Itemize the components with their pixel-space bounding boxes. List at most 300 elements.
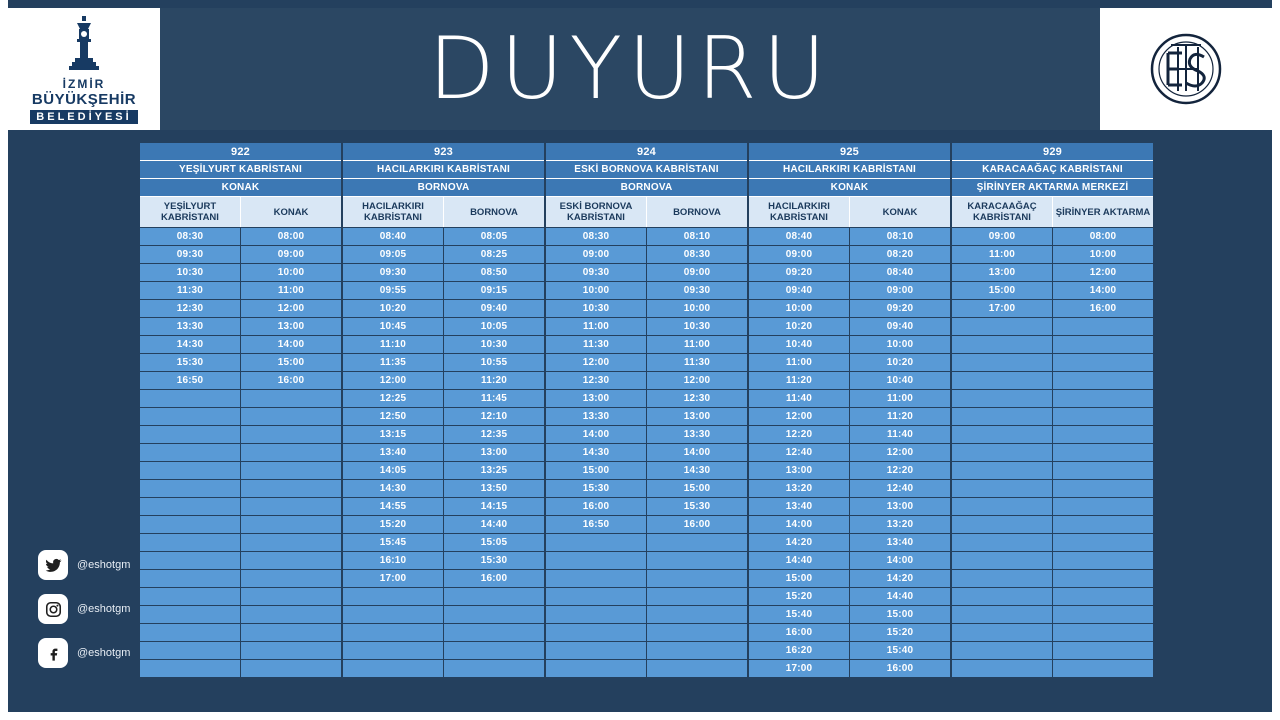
- departure-time-empty: [952, 624, 1052, 641]
- departure-time-empty: [1053, 390, 1153, 407]
- column-header-row: [952, 197, 1153, 227]
- departure-time: 09:40: [444, 300, 544, 317]
- departure-time-empty: [952, 426, 1052, 443]
- departure-time: 12:40: [850, 480, 950, 497]
- departure-column: [952, 228, 1052, 677]
- departure-time: 10:55: [444, 354, 544, 371]
- departure-time: 11:35: [343, 354, 443, 371]
- departure-time: 11:30: [647, 354, 747, 371]
- departure-time: 14:30: [140, 336, 240, 353]
- column-header: BORNOVA: [444, 197, 544, 227]
- departure-time-empty: [1053, 570, 1153, 587]
- departure-time: 15:20: [343, 516, 443, 533]
- departure-time-empty: [444, 660, 544, 677]
- departure-time-empty: [647, 624, 747, 641]
- departure-time-empty: [1053, 498, 1153, 515]
- departure-time: 16:10: [343, 552, 443, 569]
- departure-time: 12:50: [343, 408, 443, 425]
- timetable-route-925: [749, 143, 950, 677]
- departure-time: 13:25: [444, 462, 544, 479]
- departure-grid: [546, 228, 747, 677]
- departure-time-empty: [546, 660, 646, 677]
- departure-time-empty: [952, 498, 1052, 515]
- route-number: 923: [343, 143, 544, 161]
- departure-time: 10:40: [850, 372, 950, 389]
- departure-time: 11:20: [850, 408, 950, 425]
- departure-time-empty: [343, 660, 443, 677]
- departure-time: 12:25: [343, 390, 443, 407]
- departure-time-empty: [241, 606, 341, 623]
- route-direction-origin: KARACAAĞAÇ KABRİSTANI: [952, 161, 1153, 179]
- departure-time-empty: [952, 552, 1052, 569]
- departure-time: 10:00: [1053, 246, 1153, 263]
- departure-time: 10:30: [647, 318, 747, 335]
- route-direction-origin: ESKİ BORNOVA KABRİSTANI: [546, 161, 747, 179]
- column-header: ESKİ BORNOVA KABRİSTANI: [546, 197, 646, 227]
- departure-time-empty: [140, 660, 240, 677]
- departure-time: 08:20: [850, 246, 950, 263]
- departure-time-empty: [444, 642, 544, 659]
- departure-time: 09:40: [749, 282, 849, 299]
- municipality-line3: BELEDİYESİ: [30, 110, 137, 124]
- departure-time-empty: [241, 426, 341, 443]
- column-header: HACILARKIRI KABRİSTANI: [749, 197, 849, 227]
- column-header: KONAK: [241, 197, 341, 227]
- departure-time: 10:30: [546, 300, 646, 317]
- municipality-logo: [8, 8, 160, 130]
- eshot-monogram-logo-icon: [1138, 21, 1234, 117]
- departure-time-empty: [952, 480, 1052, 497]
- departure-time: 11:20: [749, 372, 849, 389]
- departure-time: 12:00: [1053, 264, 1153, 281]
- departure-time-empty: [1053, 462, 1153, 479]
- departure-time-empty: [546, 642, 646, 659]
- departure-time: 15:00: [850, 606, 950, 623]
- page-title: DUYURU: [428, 19, 832, 119]
- departure-time: 13:30: [140, 318, 240, 335]
- departure-time-empty: [140, 498, 240, 515]
- departure-time: 12:00: [241, 300, 341, 317]
- departure-time: 09:00: [647, 264, 747, 281]
- departure-time-empty: [952, 336, 1052, 353]
- departure-time-empty: [647, 606, 747, 623]
- departure-time-empty: [241, 390, 341, 407]
- departure-time-empty: [140, 426, 240, 443]
- departure-time: 09:55: [343, 282, 443, 299]
- departure-time: 15:40: [850, 642, 950, 659]
- facebook-icon: [38, 638, 68, 668]
- departure-time-empty: [241, 534, 341, 551]
- departure-time: 15:20: [749, 588, 849, 605]
- departure-time-empty: [1053, 480, 1153, 497]
- departure-time: 08:10: [647, 228, 747, 245]
- column-header: ŞİRİNYER AKTARMA: [1053, 197, 1153, 227]
- departure-time-empty: [140, 588, 240, 605]
- departure-time-empty: [647, 534, 747, 551]
- departure-time-empty: [1053, 660, 1153, 677]
- departure-time-empty: [444, 624, 544, 641]
- departure-time-empty: [1053, 354, 1153, 371]
- departure-time: 08:10: [850, 228, 950, 245]
- departure-time: 10:45: [343, 318, 443, 335]
- column-header-row: [749, 197, 950, 227]
- departure-time: 08:30: [647, 246, 747, 263]
- departure-time: 12:30: [546, 372, 646, 389]
- departure-time: 15:30: [140, 354, 240, 371]
- departure-time: 13:40: [749, 498, 849, 515]
- departure-time: 08:40: [343, 228, 443, 245]
- departure-time-empty: [952, 408, 1052, 425]
- clock-tower-icon: [64, 15, 104, 76]
- departure-time: 12:00: [343, 372, 443, 389]
- departure-time: 17:00: [952, 300, 1052, 317]
- departure-column: [546, 228, 646, 677]
- departure-time-empty: [241, 408, 341, 425]
- departure-time: 12:10: [444, 408, 544, 425]
- departure-grid: [952, 228, 1153, 677]
- timetable-group: [140, 143, 1153, 677]
- departure-time: 12:00: [850, 444, 950, 461]
- timetable-route-924: [546, 143, 747, 677]
- departure-time: 11:10: [343, 336, 443, 353]
- departure-time-empty: [952, 372, 1052, 389]
- departure-time: 09:30: [647, 282, 747, 299]
- departure-time: 11:40: [749, 390, 849, 407]
- departure-time-empty: [343, 642, 443, 659]
- departure-time-empty: [546, 552, 646, 569]
- departure-time-empty: [140, 642, 240, 659]
- departure-time: 11:00: [647, 336, 747, 353]
- departure-time: 14:20: [850, 570, 950, 587]
- departure-time: 10:05: [444, 318, 544, 335]
- departure-time-empty: [1053, 372, 1153, 389]
- departure-time: 13:15: [343, 426, 443, 443]
- departure-time: 09:00: [850, 282, 950, 299]
- departure-time: 13:00: [241, 318, 341, 335]
- departure-time: 08:30: [140, 228, 240, 245]
- departure-time: 15:40: [749, 606, 849, 623]
- departure-time-empty: [444, 588, 544, 605]
- departure-time-empty: [241, 480, 341, 497]
- departure-time: 16:00: [1053, 300, 1153, 317]
- departure-time: 15:00: [241, 354, 341, 371]
- departure-time-empty: [140, 444, 240, 461]
- route-direction-destination: ŞİRİNYER AKTARMA MERKEZİ: [952, 179, 1153, 197]
- departure-column: [343, 228, 443, 677]
- departure-time-empty: [241, 570, 341, 587]
- departure-time: 14:05: [343, 462, 443, 479]
- departure-time-empty: [546, 606, 646, 623]
- departure-time: 16:00: [444, 570, 544, 587]
- departure-time: 16:20: [749, 642, 849, 659]
- departure-time-empty: [1053, 588, 1153, 605]
- departure-time: 13:50: [444, 480, 544, 497]
- page-border-left: [0, 0, 8, 720]
- departure-time: 09:20: [749, 264, 849, 281]
- departure-time: 16:00: [647, 516, 747, 533]
- departure-time: 11:00: [749, 354, 849, 371]
- departure-time: 16:50: [546, 516, 646, 533]
- departure-grid: [140, 228, 341, 677]
- departure-time: 14:30: [546, 444, 646, 461]
- column-header: KONAK: [850, 197, 950, 227]
- municipality-line1: İZMİR: [62, 76, 106, 91]
- route-number: 929: [952, 143, 1153, 161]
- departure-time: 11:20: [444, 372, 544, 389]
- departure-time: 08:30: [546, 228, 646, 245]
- departure-time: 15:00: [749, 570, 849, 587]
- departure-time: 12:35: [444, 426, 544, 443]
- departure-time: 09:15: [444, 282, 544, 299]
- departure-time: 11:00: [546, 318, 646, 335]
- departure-time-empty: [241, 444, 341, 461]
- departure-time-empty: [952, 570, 1052, 587]
- departure-time-empty: [952, 642, 1052, 659]
- column-header: YEŞİLYURT KABRİSTANI: [140, 197, 240, 227]
- departure-time-empty: [140, 570, 240, 587]
- departure-time: 17:00: [343, 570, 443, 587]
- departure-grid: [343, 228, 544, 677]
- departure-time: 09:40: [850, 318, 950, 335]
- departure-time: 14:00: [1053, 282, 1153, 299]
- departure-time: 15:00: [952, 282, 1052, 299]
- page-header: [8, 8, 1272, 130]
- departure-time: 10:00: [546, 282, 646, 299]
- social-item-instagram[interactable]: [38, 594, 130, 624]
- departure-time: 13:30: [647, 426, 747, 443]
- page-border-right: [1272, 0, 1280, 720]
- departure-time-empty: [647, 642, 747, 659]
- departure-column: [241, 228, 341, 677]
- departure-time: 09:30: [140, 246, 240, 263]
- departure-time-empty: [1053, 336, 1153, 353]
- departure-time: 15:30: [444, 552, 544, 569]
- departure-time: 11:45: [444, 390, 544, 407]
- departure-time-empty: [952, 660, 1052, 677]
- departure-time-empty: [1053, 426, 1153, 443]
- departure-time: 12:30: [647, 390, 747, 407]
- departure-time: 15:30: [647, 498, 747, 515]
- route-direction-origin: HACILARKIRI KABRİSTANI: [343, 161, 544, 179]
- departure-time: 16:50: [140, 372, 240, 389]
- departure-time: 12:40: [749, 444, 849, 461]
- social-item-twitter[interactable]: [38, 550, 130, 580]
- departure-time-empty: [343, 588, 443, 605]
- operator-logo: [1100, 8, 1272, 130]
- departure-time: 16:00: [546, 498, 646, 515]
- social-item-facebook[interactable]: [38, 638, 130, 668]
- departure-time-empty: [952, 390, 1052, 407]
- departure-time-empty: [1053, 624, 1153, 641]
- departure-time: 15:30: [546, 480, 646, 497]
- route-number: 925: [749, 143, 950, 161]
- departure-time-empty: [1053, 444, 1153, 461]
- departure-time: 13:00: [952, 264, 1052, 281]
- departure-time: 08:00: [1053, 228, 1153, 245]
- departure-column: [140, 228, 240, 677]
- departure-time-empty: [546, 570, 646, 587]
- departure-time: 15:00: [647, 480, 747, 497]
- route-number: 922: [140, 143, 341, 161]
- departure-time: 13:40: [343, 444, 443, 461]
- departure-time-empty: [1053, 516, 1153, 533]
- departure-time: 10:00: [850, 336, 950, 353]
- departure-time-empty: [647, 660, 747, 677]
- departure-time: 15:45: [343, 534, 443, 551]
- departure-time: 14:30: [343, 480, 443, 497]
- instagram-icon: [38, 594, 68, 624]
- departure-time-empty: [647, 588, 747, 605]
- departure-time-empty: [343, 624, 443, 641]
- departure-time: 12:20: [749, 426, 849, 443]
- departure-time: 14:00: [241, 336, 341, 353]
- departure-time-empty: [1053, 606, 1153, 623]
- departure-time-empty: [241, 588, 341, 605]
- departure-time: 17:00: [749, 660, 849, 677]
- departure-time: 12:00: [749, 408, 849, 425]
- departure-time: 14:40: [444, 516, 544, 533]
- departure-time: 09:00: [749, 246, 849, 263]
- column-header: HACILARKIRI KABRİSTANI: [343, 197, 443, 227]
- departure-time: 08:25: [444, 246, 544, 263]
- departure-time-empty: [952, 534, 1052, 551]
- departure-time: 09:05: [343, 246, 443, 263]
- departure-time: 13:20: [850, 516, 950, 533]
- departure-time-empty: [241, 552, 341, 569]
- route-direction-origin: YEŞİLYURT KABRİSTANI: [140, 161, 341, 179]
- departure-time-empty: [140, 534, 240, 551]
- departure-time: 10:00: [241, 264, 341, 281]
- departure-grid: [749, 228, 950, 677]
- departure-time-empty: [241, 642, 341, 659]
- departure-time: 10:20: [343, 300, 443, 317]
- departure-time: 12:00: [546, 354, 646, 371]
- departure-time: 13:30: [546, 408, 646, 425]
- departure-time-empty: [546, 588, 646, 605]
- departure-time: 11:00: [850, 390, 950, 407]
- departure-time-empty: [546, 534, 646, 551]
- departure-time-empty: [140, 390, 240, 407]
- departure-time-empty: [140, 516, 240, 533]
- departure-time: 14:40: [850, 588, 950, 605]
- departure-time-empty: [140, 624, 240, 641]
- timetable-route-923: [343, 143, 544, 677]
- route-direction-destination: BORNOVA: [343, 179, 544, 197]
- column-header-row: [343, 197, 544, 227]
- departure-time-empty: [952, 318, 1052, 335]
- timetable-route-922: [140, 143, 341, 677]
- departure-time-empty: [241, 462, 341, 479]
- departure-time: 11:40: [850, 426, 950, 443]
- departure-time: 11:30: [546, 336, 646, 353]
- departure-time: 13:40: [850, 534, 950, 551]
- route-direction-destination: KONAK: [140, 179, 341, 197]
- departure-time: 15:05: [444, 534, 544, 551]
- departure-column: [749, 228, 849, 677]
- departure-time: 15:00: [546, 462, 646, 479]
- departure-column: [647, 228, 747, 677]
- departure-time: 10:30: [140, 264, 240, 281]
- departure-time: 12:20: [850, 462, 950, 479]
- column-header-row: [140, 197, 341, 227]
- departure-time: 16:00: [850, 660, 950, 677]
- departure-time: 08:40: [850, 264, 950, 281]
- departure-time: 12:00: [647, 372, 747, 389]
- departure-time: 13:00: [850, 498, 950, 515]
- departure-time: 09:30: [343, 264, 443, 281]
- departure-column: [850, 228, 950, 677]
- departure-column: [1053, 228, 1153, 677]
- social-handle-facebook: @eshotgm: [77, 647, 131, 659]
- social-handle-twitter: @eshotgm: [77, 559, 131, 571]
- departure-time-empty: [140, 480, 240, 497]
- departure-time-empty: [1053, 642, 1153, 659]
- departure-time-empty: [1053, 534, 1153, 551]
- departure-time: 10:30: [444, 336, 544, 353]
- departure-time: 14:00: [749, 516, 849, 533]
- departure-time: 10:20: [749, 318, 849, 335]
- departure-time: 12:30: [140, 300, 240, 317]
- departure-time-empty: [241, 624, 341, 641]
- departure-time: 14:55: [343, 498, 443, 515]
- departure-time-empty: [952, 588, 1052, 605]
- municipality-line2: BÜYÜKŞEHİR: [31, 90, 137, 108]
- departure-time: 10:00: [749, 300, 849, 317]
- departure-time-empty: [952, 606, 1052, 623]
- departure-time-empty: [140, 408, 240, 425]
- departure-time: 14:15: [444, 498, 544, 515]
- departure-time: 10:40: [749, 336, 849, 353]
- departure-time: 16:00: [749, 624, 849, 641]
- departure-time-empty: [140, 552, 240, 569]
- departure-time: 14:00: [546, 426, 646, 443]
- departure-time-empty: [546, 624, 646, 641]
- departure-time: 09:00: [546, 246, 646, 263]
- departure-time-empty: [444, 606, 544, 623]
- departure-time-empty: [952, 444, 1052, 461]
- departure-time: 14:00: [647, 444, 747, 461]
- departure-time: 13:00: [647, 408, 747, 425]
- departure-time: 10:20: [850, 354, 950, 371]
- departure-time: 09:00: [952, 228, 1052, 245]
- departure-time: 13:20: [749, 480, 849, 497]
- route-direction-destination: BORNOVA: [546, 179, 747, 197]
- route-number: 924: [546, 143, 747, 161]
- social-links: [38, 550, 130, 682]
- departure-time-empty: [647, 570, 747, 587]
- departure-time-empty: [343, 606, 443, 623]
- departure-time-empty: [241, 498, 341, 515]
- departure-time-empty: [140, 462, 240, 479]
- departure-time: 11:30: [140, 282, 240, 299]
- departure-time: 13:00: [546, 390, 646, 407]
- departure-time-empty: [1053, 552, 1153, 569]
- departure-time-empty: [647, 552, 747, 569]
- departure-time: 16:00: [241, 372, 341, 389]
- departure-time-empty: [1053, 318, 1153, 335]
- route-direction-origin: HACILARKIRI KABRİSTANI: [749, 161, 950, 179]
- departure-time-empty: [1053, 408, 1153, 425]
- departure-time: 09:00: [241, 246, 341, 263]
- column-header: BORNOVA: [647, 197, 747, 227]
- social-handle-instagram: @eshotgm: [77, 603, 131, 615]
- departure-time: 14:30: [647, 462, 747, 479]
- departure-time: 09:30: [546, 264, 646, 281]
- departure-time-empty: [140, 606, 240, 623]
- timetable-route-929: [952, 143, 1153, 677]
- departure-time: 09:20: [850, 300, 950, 317]
- page-border-bottom: [0, 712, 1280, 720]
